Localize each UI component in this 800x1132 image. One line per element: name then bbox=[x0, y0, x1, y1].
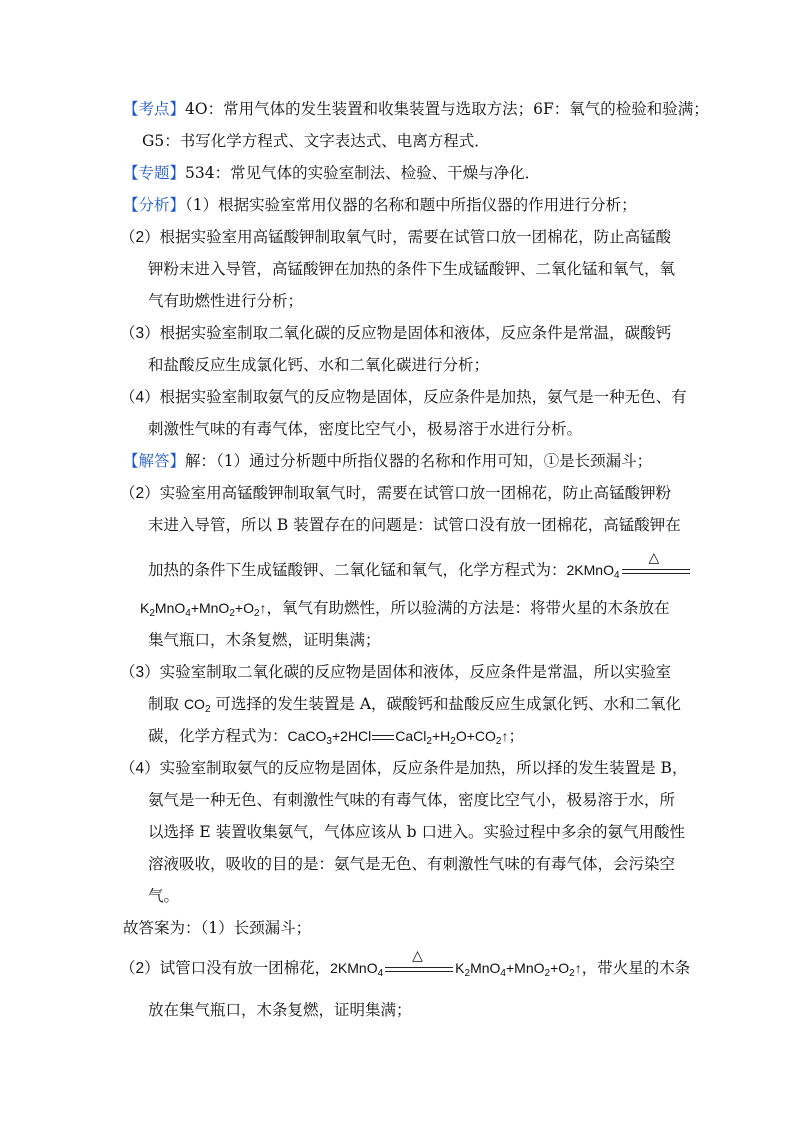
jieda-p3-line-2: 制取 $CO_2$ 可选择的发生装置是 A，碳酸钙和盐酸反应生成氯化钙、水和二氧化 bbox=[148, 695, 682, 715]
fenxi-p2-number: （2） bbox=[120, 229, 160, 246]
fenxi-p2-line-1 bbox=[120, 227, 671, 248]
equation-products: $K_2MnO_4+MnO_2+O_2↑$ bbox=[140, 600, 267, 619]
fenxi-p3-text-1: 根据实验室制取二氧化碳的反应物是固体和液体，反应条件是常温，碳酸钙 bbox=[159, 324, 672, 342]
fenxi-p2-line-2: 钾粉末进入导管，高锰酸钾在加热的条件下生成锰酸钾、二氧化锰和氧气，氧 bbox=[148, 260, 676, 278]
fenxi-tag: 【分析】 bbox=[123, 196, 186, 214]
answer-p2-line-2: 放在集气瓶口，木条复燃，证明集满； bbox=[148, 1001, 412, 1019]
jieda-p2-text-3: 加热的条件下生成锰酸钾、二氧化锰和氧气，化学方程式为： bbox=[148, 561, 567, 579]
fenxi-p3-line-1 bbox=[120, 323, 671, 344]
kaodian-line-1 bbox=[123, 99, 709, 119]
jieda-tag: 【解答】 bbox=[123, 452, 186, 470]
up-arrow-icon: ↑ bbox=[574, 960, 582, 976]
fenxi-p3-number: （3） bbox=[120, 325, 160, 342]
fenxi-p4-text-1: 根据实验室制取氨气的反应物是固体，反应条件是加热，氨气是一种无色、有 bbox=[159, 388, 687, 406]
jieda-p4-line-2: 氨气是一种无色、有刺激性气味的有毒气体，密度比空气小，极易溶于水，所 bbox=[148, 791, 676, 809]
jieda-p2-text-1: 实验室用高锰酸钾制取氧气时，需要在试管口放一团棉花，防止高锰酸钾粉 bbox=[159, 484, 672, 502]
kaodian-tag: 【考点】 bbox=[123, 100, 186, 118]
jieda-p3-line-3: 碳，化学方程式为：CaCO$_3$+2HCl $CaCl_2+H_2O+CO_2↑$； bbox=[148, 727, 524, 747]
jieda-p1: 解：（1）通过分析题中所指仪器的名称和作用可知，①是长颈漏斗； bbox=[185, 452, 653, 470]
answer-p2-line-1: （2）试管口没有放一团棉花，2KMnO$_4$ △ $K_2MnO_4+MnO_2+O_2↑$，带火星的木条 bbox=[120, 948, 691, 979]
fenxi-p4-line-1 bbox=[120, 387, 687, 408]
kaodian-text-1: 4O：常用气体的发生装置和收集装置与选取方法；6F：氧气的检验和验满； bbox=[185, 100, 709, 118]
fenxi-p2-text-1: 根据实验室用高锰酸钾制取氧气时，需要在试管口放一团棉花，防止高锰酸 bbox=[159, 228, 672, 246]
answer-equation-products: $K_2MnO_4+MnO_2+O_2↑$ bbox=[455, 960, 582, 979]
answer-p2-number: （2） bbox=[120, 960, 160, 977]
fenxi-line-1 bbox=[123, 195, 637, 215]
jieda-p4-text-1: 实验室制取氨气的反应物是固体，反应条件是加热，所以择的发生装置是 B， bbox=[159, 759, 688, 777]
fenxi-p1: （1）根据实验室常用仪器的名称和题中所指仪器的作用进行分析； bbox=[185, 196, 637, 214]
heat-equals-sign bbox=[385, 948, 453, 979]
co2-formula: $CO_2$ bbox=[183, 696, 211, 715]
jieda-p4-line-4: 溶液吸收，吸收的目的是：氨气是无色、有刺激性气味的有毒气体，会污染空 bbox=[148, 855, 676, 873]
jieda-p2-number: （2） bbox=[120, 485, 160, 502]
answer-equation-kmno4: 2KMnO$_4$ bbox=[330, 960, 384, 979]
fenxi-p4-number: （4） bbox=[120, 389, 160, 406]
jieda-p4-line-5: 气。 bbox=[148, 887, 180, 905]
jieda-p2-line-2: 末进入导管，所以 B 装置存在的问题是：试管口没有放一团棉花，高锰酸钾在 bbox=[148, 516, 681, 534]
jieda-p3-number: （3） bbox=[120, 664, 160, 681]
fenxi-p2-line-3: 气有助燃性进行分析； bbox=[148, 292, 304, 310]
jieda-p3-text-1: 实验室制取二氧化碳的反应物是固体和液体，反应条件是常温，所以实验室 bbox=[159, 663, 672, 681]
equation-caco3: CaCO$_3$+2HCl bbox=[287, 728, 372, 747]
jieda-p2-line-4 bbox=[140, 598, 670, 618]
jieda-p4-line-1 bbox=[120, 758, 687, 779]
jieda-p4-line-3: 以选择 E 装置收集氨气，气体应该从 b 口进入。实验过程中多余的氨气用酸性 bbox=[148, 823, 685, 841]
kaodian-line-2: G5：书写化学方程式、文字表达式、电离方程式． bbox=[142, 132, 490, 150]
zhuanti-line bbox=[123, 163, 540, 183]
up-arrow-icon: ↑ bbox=[259, 600, 267, 616]
delta-icon: △ bbox=[648, 550, 660, 566]
up-arrow-icon: ↑ bbox=[501, 728, 509, 744]
zhuanti-tag: 【专题】 bbox=[123, 164, 186, 182]
heat-equals-sign bbox=[622, 550, 690, 581]
equation-cacl2-products: $CaCl_2+H_2O+CO_2↑$ bbox=[395, 728, 509, 747]
delta-icon: △ bbox=[412, 948, 423, 964]
jieda-p2-text-4: ，氧气有助燃性，所以验满的方法是：将带火星的木条放在 bbox=[266, 599, 670, 617]
answer-title: 故答案为：（1）长颈漏斗； bbox=[123, 919, 312, 937]
jieda-line-1 bbox=[123, 451, 652, 471]
jieda-p2-line-1 bbox=[120, 483, 671, 504]
zhuanti-text: 534：常见气体的实验室制法、检验、干燥与净化． bbox=[185, 164, 541, 182]
equation-kmno4: 2KMnO$_4$ bbox=[566, 562, 620, 581]
fenxi-p4-line-2: 刺激性气味的有毒气体，密度比空气小，极易溶于水进行分析。 bbox=[148, 420, 583, 438]
jieda-p2-line-5: 集气瓶口，木条复燃，证明集满； bbox=[148, 631, 381, 649]
double-equals-sign bbox=[371, 727, 395, 747]
jieda-p4-number: （4） bbox=[120, 760, 160, 777]
jieda-p3-line-1 bbox=[120, 662, 671, 683]
jieda-p2-line-3 bbox=[148, 550, 692, 581]
fenxi-p3-line-2: 和盐酸反应生成氯化钙、水和二氧化碳进行分析； bbox=[148, 356, 490, 374]
